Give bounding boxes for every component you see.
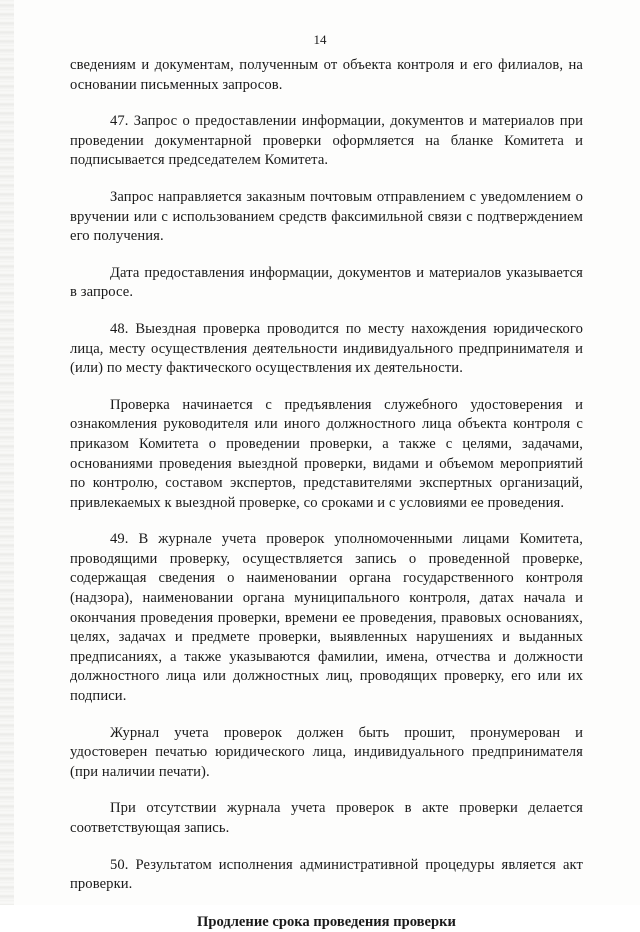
paragraph-inspection-start: Проверка начинается с предъявления служебного удостоверения и ознакомления руководителя или иного должностного лица объекта контроля с приказом Комитета о проведении проверки, а также с целями, задачами, основаниями проведения выездной проверки, видами и объемом мероприятий по контролю, составом экспертов, представителями экспертных организаций, привлекаемых к выездной проверке, со сроками и с условиями ее проведения.	[70, 396, 583, 511]
section-heading: Продление срока проведения проверки	[197, 913, 456, 930]
paragraph-item-49: 49. В журнале учета проверок уполномоченными лицами Комитета, проводящими проверку, осуществляется запись о проведенной проверке, содержащая сведения о наименовании органа государственного контроля (надзора), наименовании органа муниципального контроля, датах начала и окончания проведения проверки, времени ее проведения, правовых основаниях, целях, задачах и предмете проверки, выявленных нарушениях и выданных предписаниях, а также указываются фамилии, имена, отчества и должности должностного лица или должностных лиц, проводящих проверку, его или их подписи.	[70, 531, 583, 705]
paragraph-missing-journal: При отсутствии журнала учета проверок в акте проверки делается соответствующая запись.	[70, 800, 583, 836]
paragraph-continuation: сведениям и документам, полученным от объекта контроля и его филиалов, на основании письменных запросов.	[70, 57, 583, 93]
paragraph-journal-requirements: Журнал учета проверок должен быть прошит, пронумерован и удостоверен печатью юридического лица, индивидуального предпринимателя (при наличии печати).	[70, 724, 583, 780]
paragraph-item-50: 50. Результатом исполнения административной процедуры является акт проверки.	[70, 856, 583, 893]
paragraph-item-48: 48. Выездная проверка проводится по месту нахождения юридического лица, месту осуществления деятельности индивидуального предпринимателя и (или) по месту фактического осуществления их деятельности.	[70, 320, 583, 377]
document-body	[70, 56, 583, 932]
paragraph-request-delivery: Запрос направляется заказным почтовым отправлением с уведомлением о вручении или с использованием средств факсимильной связи с подтверждением его получения.	[70, 188, 583, 245]
paragraph-request-date: Дата предоставления информации, документов и материалов указывается в запросе.	[70, 264, 583, 301]
scan-edge-shadow	[0, 0, 14, 905]
page-number: 14	[313, 32, 327, 47]
paragraph-item-47: 47. Запрос о предоставлении информации, документов и материалов при проведении документарной проверки оформляется на бланке Комитета и подписывается председателем Комитета.	[70, 113, 583, 169]
